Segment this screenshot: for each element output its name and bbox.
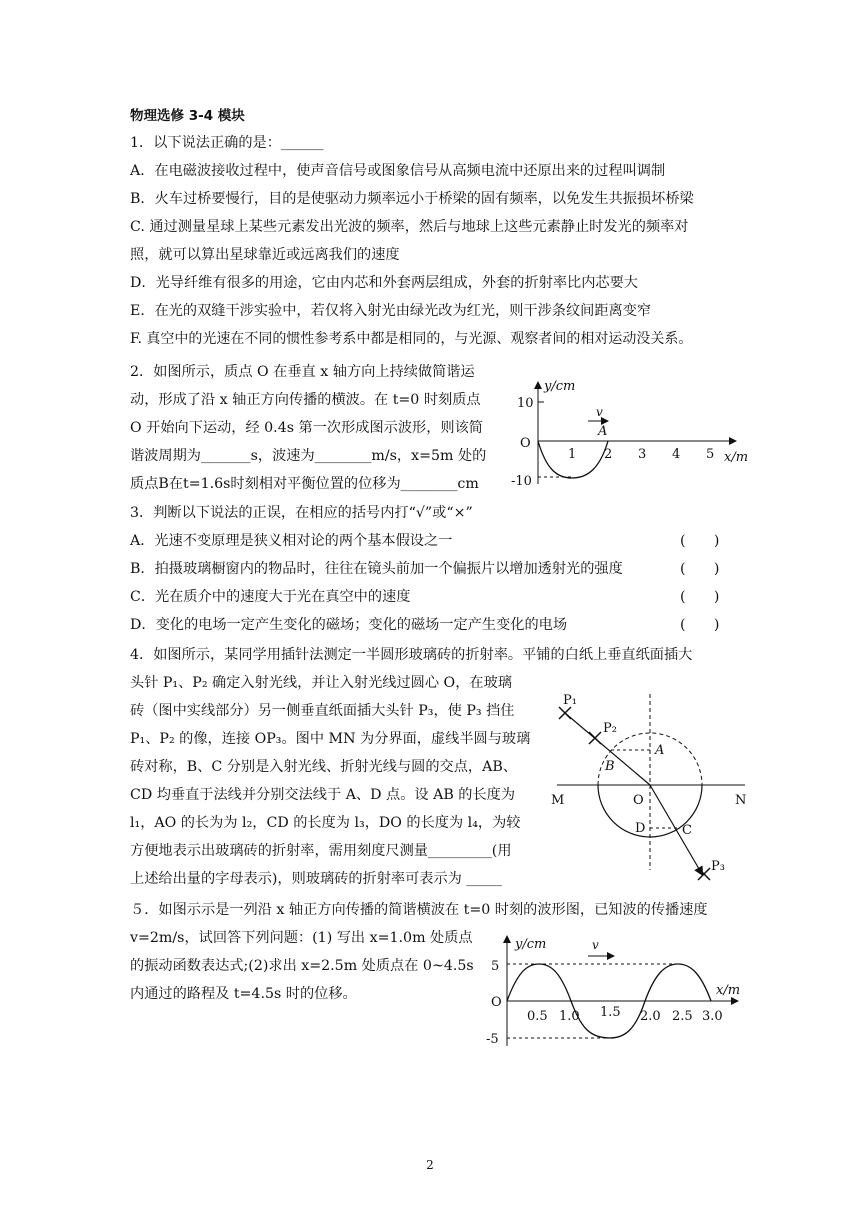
q4-label-o: O xyxy=(633,793,644,808)
q4-pin-p1 xyxy=(559,707,571,719)
q1-option-a: A．在电磁波接收过程中，使声音信号或图象信号从高频电流中还原出来的过程叫调制 xyxy=(130,163,666,179)
q5-tick-20: 2.0 xyxy=(640,1009,661,1024)
q4-label-c: C xyxy=(682,823,692,838)
q2-v-label: v xyxy=(596,405,603,419)
q4-label-a: A xyxy=(655,743,665,758)
q3-bracket-b: ( ) xyxy=(680,561,720,577)
q4-line-1: 4．如图所示，某同学用插针法测定一半圆形玻璃砖的折射率。平铺的白纸上垂直纸面插大 xyxy=(130,647,693,663)
q1-option-e: E．在光的双缝干涉实验中，若仅将入射光由绿光改为红光，则干涉条纹间距离变窄 xyxy=(130,303,652,319)
q3-stem: 3．判断以下说法的正误，在相应的括号内打“√”或“×” xyxy=(130,505,473,521)
q4-line-8: 方便地表示出玻璃砖的折射率，需用刻度尺测量_________(用 xyxy=(130,843,512,859)
q3-item-c: C．光在质介中的速度大于光在真空中的速度 xyxy=(130,589,411,605)
q3-bracket-d: ( ) xyxy=(680,617,720,633)
q5-line-4: 内通过的路程及 t=4.5s 时的位移。 xyxy=(130,986,357,1002)
q1-option-d: D．光导纤维有很多的用途，它由内芯和外套两层组成，外套的折射率比内芯要大 xyxy=(130,275,638,291)
q2-line-2: 动，形成了沿 x 轴正方向传播的横波。在 t=0 时刻质点 xyxy=(130,392,481,408)
q4-refracted-ray xyxy=(650,785,702,874)
q4-pin-p2 xyxy=(589,732,601,744)
q5-line-2: v=2m/s，试回答下列问题：(1) 写出 x=1.0m 处质点 xyxy=(130,930,473,946)
q2-tick-5: 5 xyxy=(706,447,715,462)
q1-stem: 1．以下说法正确的是：______ xyxy=(130,135,324,151)
q2-line-5: 质点B在t=1.6s时刻相对平衡位置的位移为________cm xyxy=(130,476,479,492)
q5-tick-30: 3.0 xyxy=(702,1009,723,1024)
q5-wave-figure xyxy=(480,928,750,1053)
q4-refraction-figure xyxy=(545,688,765,888)
q5-tick-25: 2.5 xyxy=(672,1009,693,1024)
q4-line-7: l₁，AO 的长为为 l₂，CD 的长度为 l₃，DO 的长度为 l₄，为较 xyxy=(130,815,521,831)
q2-x-label: x/m xyxy=(724,450,749,465)
q4-line-6: CD 均垂直于法线并分别交法线于 A、D 点。设 AB 的长度为 xyxy=(130,787,516,803)
q5-x-label: x/m xyxy=(716,983,741,998)
q2-line-3: O 开始向下运动，经 0.4s 第一次形成图示波形，则该简 xyxy=(130,420,483,436)
q5-y-label: y/cm xyxy=(515,937,547,952)
q3-bracket-a: ( ) xyxy=(680,533,720,549)
q2-y-bottom: -10 xyxy=(511,474,532,489)
q5-y-bottom: -5 xyxy=(486,1032,499,1047)
q3-item-a: A．光速不变原理是狭义相对论的两个基本假设之一 xyxy=(130,533,453,549)
q4-label-p3: P₃ xyxy=(711,859,725,874)
q4-line-4: P₁、P₂ 的像，连接 OP₃。图中 MN 为分界面，虚线半圆与玻璃 xyxy=(130,731,531,747)
q2-y-label: y/cm xyxy=(544,379,576,394)
q5-origin: O xyxy=(491,995,502,1010)
q4-line-2: 头针 P₁、P₂ 确定入射光线，并让入射光线过圆心 O，在玻璃 xyxy=(130,675,512,691)
q5-v-label: v xyxy=(592,938,599,952)
q1-option-c: C. 通过测量星球上某些元素发出光波的频率，然后与地球上这些元素静止时发光的频率对 xyxy=(130,219,689,235)
q5-tick-15: 1.5 xyxy=(600,1005,621,1020)
q5-line-3: 的振动函数表达式;(2)求出 x=2.5m 处质点在 0~4.5s xyxy=(130,958,474,974)
q3-item-d: D．变化的电场一定产生变化的磁场；变化的磁场一定产生变化的电场 xyxy=(130,617,568,633)
q4-label-p2: P₂ xyxy=(603,721,617,736)
q2-y-top: 10 xyxy=(517,396,534,411)
q2-tick-3: 3 xyxy=(638,447,647,462)
q4-label-b: B xyxy=(605,759,615,774)
q2-tick-2: 2 xyxy=(604,447,613,462)
q4-label-p1: P₁ xyxy=(563,693,577,708)
q2-tick-4: 4 xyxy=(672,447,681,462)
q4-line-3: 砖（图中实线部分）另一侧垂直纸面插大头针 P₃，使 P₃ 挡住 xyxy=(130,703,515,719)
page-number: 2 xyxy=(426,1158,434,1172)
q2-origin: O xyxy=(520,436,531,451)
q4-line-9: 上述给出量的字母表示)，则玻璃砖的折射率可表示为 _____ xyxy=(130,871,502,887)
q5-tick-05: 0.5 xyxy=(527,1009,548,1024)
q3-bracket-c: ( ) xyxy=(680,589,720,605)
q5-line-1: ５．如图示示是一列沿 x 轴正方向传播的简谐横波在 t=0 时刻的波形图，已知波的传播速度 xyxy=(130,902,708,918)
q4-label-d: D xyxy=(635,821,646,836)
q2-point-a: A xyxy=(598,424,608,439)
q1-option-b: B．火车过桥要慢行，目的是使驱动力频率远小于桥梁的固有频率，以免发生共振损坏桥梁 xyxy=(130,191,694,207)
q5-y-top: 5 xyxy=(491,959,500,974)
q4-pin-p3 xyxy=(698,868,710,880)
q4-label-n: N xyxy=(735,793,747,808)
q1-option-f: F. 真空中的光速在不同的惯性参考系中都是相同的，与光源、观察者间的相对运动没关系。 xyxy=(130,331,693,347)
q1-option-c-cont: 照，就可以算出星球靠近或远离我们的速度 xyxy=(130,247,400,263)
q3-item-b: B．拍摄玻璃橱窗内的物品时，往往在镜头前加一个偏振片以增加透射光的强度 xyxy=(130,561,623,577)
section-title: 物理选修 3-4 模块 xyxy=(130,108,245,124)
q2-wave-figure xyxy=(500,372,760,492)
q4-line-5: 砖对称，B、C 分别是入射光线、折射光线与圆的交点，AB、 xyxy=(130,759,517,775)
q2-tick-1: 1 xyxy=(568,447,577,462)
q2-line-4: 谐波周期为_______s，波速为________m/s，x=5m 处的 xyxy=(130,448,487,464)
q5-tick-10: 1.0 xyxy=(559,1009,580,1024)
q4-label-m: M xyxy=(551,793,565,808)
q2-line-1: 2．如图所示，质点 O 在垂直 x 轴方向上持续做简谐运 xyxy=(130,364,475,380)
